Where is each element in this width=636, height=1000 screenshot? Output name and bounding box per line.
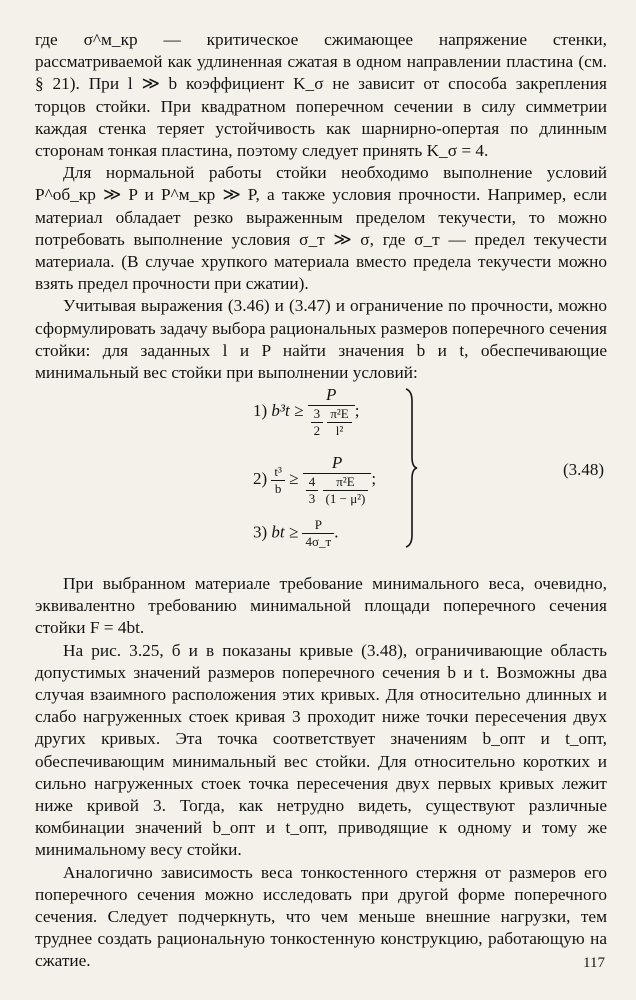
- page-number: 117: [583, 955, 605, 971]
- text-block-top: [35, 29, 607, 384]
- formula-1: 1) b³t ≥ P $\frac{3}{2}$ $\frac{\text{π²E}}{\text{l²}}$ ;: [253, 385, 360, 438]
- paragraph-3: Учитывая выражения (3.46) и (3.47) и ограничение по прочности, можно сформулировать задачу выбора рациональных размеров поперечного сечения стойки: для заданных l и P найти значения b и t, обеспечивающие минимальный вес стойки при выполнении условий:: [35, 296, 607, 383]
- text-block-bottom: [35, 573, 607, 973]
- paragraph-1: где σ^м_кр — критическое сжимающее напряжение стенки, рассматриваемой как удлиненная сжатая в одном направлении пластина (см. § 21). При l ≫ b коэффициент K_σ не зависит от способа закрепления торцов стойки. При квадратном поперечном сечении в силу симметрии каждая стенка теряет устойчивость как шарнирно-опертая по длинным сторонам тонкая пластина, поэтому следует принять K_σ = 4.: [35, 30, 607, 161]
- formula-2: 2) $\frac{\text{t³}}{b}$ ≥ P $\frac{4}{3}$ $\frac{\text{π²E}}{\text{(1 − μ²)}}$ ;: [253, 453, 377, 506]
- system-brace: [404, 387, 418, 549]
- equation-number: (3.48): [563, 460, 605, 479]
- paragraph-2: Для нормальной работы стойки необходимо выполнение условий P^об_кр ≫ P и P^м_кр ≫ P, а также условия прочности. Например, если материал обладает резко выраженным пределом текучести, то можно потребовать выполнение условия σ_т ≫ σ, где σ_т — предел текучести материала. (В случае хрупкого материала вместо предела текучести можно взять предел прочности при сжатии).: [35, 163, 607, 294]
- formula-3: 3) bt ≥ $\frac{P}{4\sigma\_т}$ .: [253, 517, 339, 549]
- paragraph-5: На рис. 3.25, б и в показаны кривые (3.48), ограничивающие область допустимых значений размеров поперечного сечения b и t. Возможны два случая взаимного расположения этих кривых. Для относительно длинных и слабо нагруженных стоек кривая 3 проходит ниже точки пересечения двух других кривых. Эта точка соответствует значениям b_опт и t_опт, обеспечивающим минимальный вес стойки. Для относительно коротких и сильно нагруженных стоек точка пересечения двух первых кривых лежит ниже кривой 3. Тогда, как нетрудно видеть, существуют различные комбинации значений b_опт и t_опт, приводящие к одному и тому же минимальному весу стойки.: [35, 640, 607, 860]
- paragraph-4: При выбранном материале требование минимального веса, очевидно, эквивалентно требованию минимальной площади поперечного сечения стойки F = 4bt.: [35, 574, 607, 638]
- paragraph-6: Аналогично зависимость веса тонкостенного стержня от размеров его поперечного сечения можно исследовать при другой форме поперечного сечения. Следует подчеркнуть, что чем меньше внешние нагрузки, тем труднее создать рациональную тонкостенную конструкцию, работающую на сжатие.: [35, 862, 607, 971]
